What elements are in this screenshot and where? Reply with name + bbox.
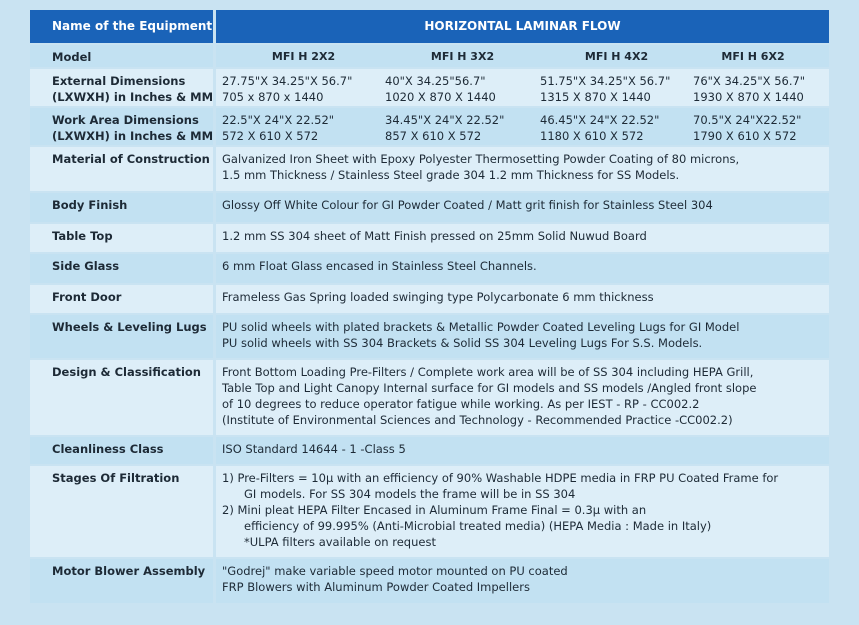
spec-label: Motor Blower Assembly <box>30 559 213 603</box>
spec-table <box>30 10 829 605</box>
dimension-cell: 1930 X 870 X 1440 <box>693 90 804 104</box>
spec-value: 1) Pre-Filters = 10µ with an efficiency of 90% Washable HDPE media in FRP PU Coated Frame for GI models. For SS 304 models the frame will be in SS 304 2) Mini pleat HEPA Filter Encased in Aluminum Frame Final = 0.3µ with an efficiency of 99.995% (Anti-Microbial treated media) (HEPA Media : Made in Italy) *ULPA filters available on request <box>216 466 829 557</box>
dimension-cell: 46.45"X 24"X 22.52" <box>540 113 660 127</box>
dimension-cell: 22.5"X 24"X 22.52" <box>222 113 335 127</box>
external-dimensions-label: External Dimensions (LXWXH) in Inches & MM <box>30 69 213 106</box>
model-cell: MFI H 6X2 <box>721 50 785 63</box>
spec-row-motor-blower <box>30 559 829 603</box>
spec-row-wheels <box>30 315 829 358</box>
dimension-cell: 76"X 34.25"X 56.7" <box>693 74 806 88</box>
model-cell: MFI H 2X2 <box>271 50 336 63</box>
spec-row-design <box>30 360 829 435</box>
spec-row-front-door <box>30 285 829 313</box>
external-dimensions-values <box>216 69 829 106</box>
model-label: Model <box>30 45 213 67</box>
spec-label: Side Glass <box>30 254 213 283</box>
dimension-cell: 705 x 870 x 1440 <box>222 90 324 104</box>
spec-value: PU solid wheels with plated brackets & Metallic Powder Coated Leveling Lugs for GI Model PU solid wheels with SS 304 Brackets & Solid SS 304 Leveling Lugs For S.S. Models. <box>216 315 829 358</box>
spec-label: Design & Classification <box>30 360 213 435</box>
spec-value: Glossy Off White Colour for GI Powder Coated / Matt grit finish for Stainless Steel 304 <box>216 193 829 222</box>
spec-label: Front Door <box>30 285 213 313</box>
spec-value: Galvanized Iron Sheet with Epoxy Polyester Thermosetting Powder Coating of 80 microns, 1.5 mm Thickness / Stainless Steel grade 304 1.2 mm Thickness for SS Models. <box>216 147 829 191</box>
work-area-row <box>30 108 829 145</box>
spec-label: Material of Construction <box>30 147 213 191</box>
spec-row-body-finish <box>30 193 829 222</box>
dimension-cell: 857 X 610 X 572 <box>385 129 482 143</box>
header-label: Name of the Equipment <box>30 10 213 43</box>
spec-row-filtration <box>30 466 829 557</box>
spec-value: Frameless Gas Spring loaded swinging type Polycarbonate 6 mm thickness <box>216 285 829 313</box>
dimension-cell: 1315 X 870 X 1440 <box>540 90 651 104</box>
dimension-cell: 40"X 34.25"56.7" <box>385 74 486 88</box>
dimension-cell: 34.45"X 24"X 22.52" <box>385 113 505 127</box>
spec-value: "Godrej" make variable speed motor mounted on PU coated FRP Blowers with Aluminum Powder Coated Impellers <box>216 559 829 603</box>
spec-label: Table Top <box>30 224 213 252</box>
model-cell: MFI H 3X2 <box>430 50 495 63</box>
header-row <box>30 10 829 43</box>
dimension-cell: 1180 X 610 X 572 <box>540 129 644 143</box>
dimension-cell: 51.75"X 34.25"X 56.7" <box>540 74 671 88</box>
spec-value: 6 mm Float Glass encased in Stainless Steel Channels. <box>216 254 829 283</box>
dimension-cell: 572 X 610 X 572 <box>222 129 319 143</box>
dimension-cell: 1790 X 610 X 572 <box>693 129 797 143</box>
work-area-label: Work Area Dimensions (LXWXH) in Inches & MM <box>30 108 213 145</box>
header-title: HORIZONTAL LAMINAR FLOW <box>216 10 829 43</box>
spec-row-material <box>30 147 829 191</box>
spec-value: 1.2 mm SS 304 sheet of Matt Finish pressed on 25mm Solid Nuwud Board <box>216 224 829 252</box>
model-row <box>30 45 829 67</box>
dimension-cell: 1020 X 870 X 1440 <box>385 90 496 104</box>
work-area-values <box>216 108 829 145</box>
external-dimensions-row <box>30 69 829 106</box>
spec-row-side-glass <box>30 254 829 283</box>
spec-label: Cleanliness Class <box>30 437 213 464</box>
spec-label: Wheels & Leveling Lugs <box>30 315 213 358</box>
spec-value: ISO Standard 14644 - 1 -Class 5 <box>216 437 829 464</box>
spec-label: Stages Of Filtration <box>30 466 213 557</box>
dimension-cell: 27.75"X 34.25"X 56.7" <box>222 74 353 88</box>
spec-row-cleanliness <box>30 437 829 464</box>
spec-label: Body Finish <box>30 193 213 222</box>
spec-value: Front Bottom Loading Pre-Filters / Complete work area will be of SS 304 including HEPA Grill, Table Top and Light Canopy Internal surface for GI models and SS models /Angled front slope of 10 degrees to reduce operator fatigue while working. As per IEST - RP - CC002.2 (Institute of Environmental Sciences and Technology - Recommended Practice -CC002.2) <box>216 360 829 435</box>
model-cell: MFI H 4X2 <box>584 50 649 63</box>
model-values <box>216 45 829 67</box>
dimension-cell: 70.5"X 24"X22.52" <box>693 113 802 127</box>
spec-row-table-top <box>30 224 829 252</box>
